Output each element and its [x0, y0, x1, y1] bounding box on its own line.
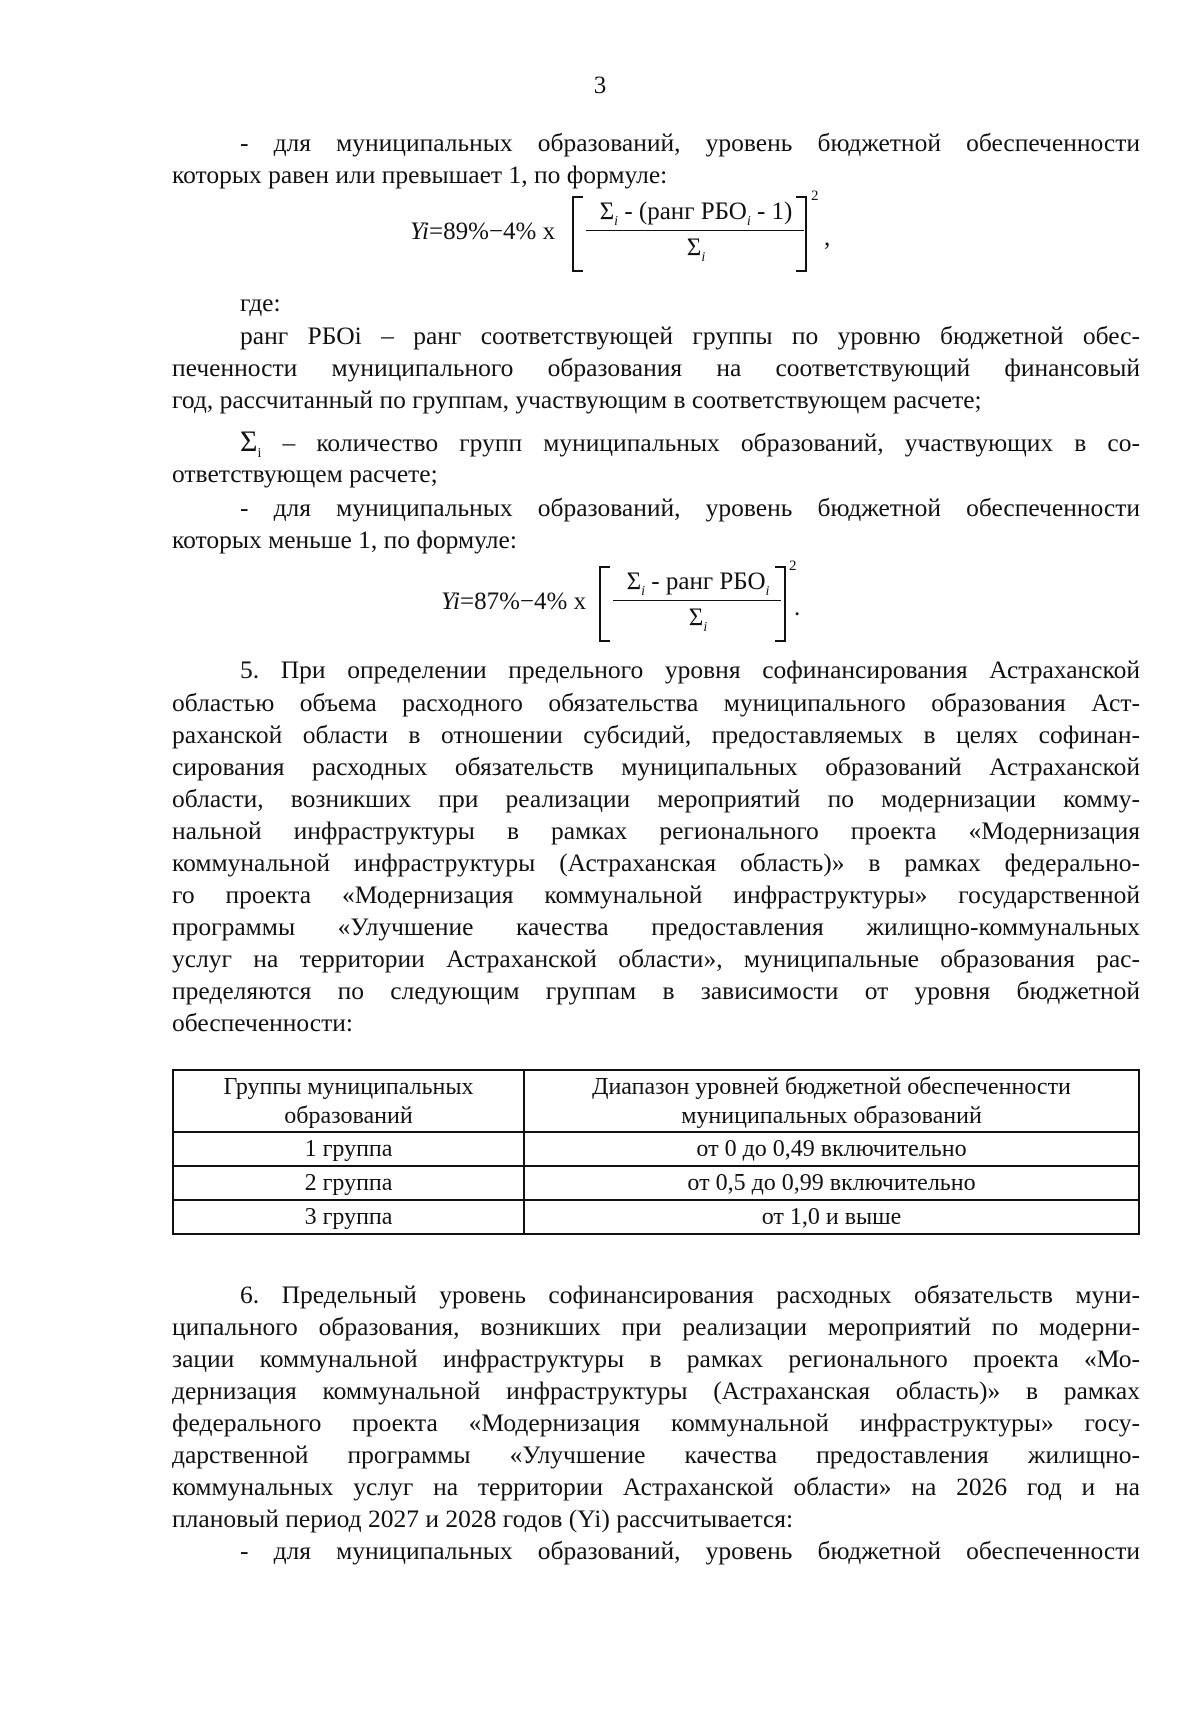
- exponent: 2: [789, 558, 797, 574]
- text-line: ответствующем расчете;: [172, 459, 438, 488]
- fraction-bar: [613, 600, 781, 601]
- paragraph-6-line: зации коммунальной инфраструктуры в рамках регионального проекта «Мо-: [172, 1344, 1140, 1373]
- paragraph-6-line: коммунальных услуг на территории Астраханской области» на 2026 год и на: [172, 1472, 1140, 1501]
- formula-2: [441, 560, 881, 650]
- formula-tail: ,: [824, 224, 831, 251]
- table-header-range: Диапазон уровней бюджетной обеспеченности муниципальных образований: [524, 1070, 1139, 1132]
- paragraph-5-line: областью объема расходного обязательства муниципального образования Аст-: [172, 688, 1140, 717]
- paragraph-6-line: дарственной программы «Улучшение качества предоставления жилищно-: [172, 1440, 1140, 1469]
- paragraph-5-line: области, возникших при реализации мероприятий по модернизации комму-: [172, 784, 1140, 813]
- page-number: 3: [593, 72, 607, 99]
- formula-denominator: $\Sigma_i$: [688, 604, 708, 635]
- formula-tail: .: [794, 594, 801, 621]
- paragraph-6-line: ципального образования, возникших при реализации мероприятий по модерни-: [172, 1312, 1140, 1341]
- formula-lhs: Yi=89%−4% x: [410, 218, 556, 245]
- text-line: где:: [240, 288, 281, 317]
- table-header-groups: Группы муниципальных образований: [173, 1070, 524, 1132]
- paragraph-5-line: коммунальной инфраструктуры (Астраханская область)» в рамках федерально-: [172, 848, 1140, 877]
- right-bracket: [796, 196, 807, 272]
- text-line: печенности муниципального образования на соответствующий финансовый: [172, 353, 1140, 382]
- text-line: ранг РБОi – ранг соответствующей группы по уровню бюджетной обес-: [240, 321, 1140, 350]
- fraction-bar: [586, 230, 804, 231]
- paragraph-5-line: нальной инфраструктуры в рамках регионального проекта «Модернизация: [172, 816, 1140, 845]
- paragraph-5-line: сирования расходных обязательств муниципальных образований Астраханской: [172, 752, 1140, 781]
- formula-lhs: Yi=87%−4% x: [441, 588, 587, 615]
- left-bracket: [599, 566, 610, 642]
- table-row: [173, 1166, 1139, 1200]
- table-cell-group: 2 группа: [173, 1166, 524, 1200]
- paragraph-5-line: 5. При определении предельного уровня софинансирования Астраханской: [240, 655, 1140, 684]
- left-bracket: [572, 196, 583, 272]
- paragraph-5-line: программы «Улучшение качества предоставления жилищно-коммунальных: [172, 912, 1140, 941]
- paragraph-5-line: обеспеченности:: [172, 1008, 354, 1037]
- paragraph-6-line: плановый период 2027 и 2028 годов (Yi) рассчитывается:: [172, 1504, 794, 1533]
- paragraph-5-line: услуг на территории Астраханской области», муниципальные образования рас-: [172, 944, 1140, 973]
- text-line: год, рассчитанный по группам, участвующим в соответствующем расчете;: [172, 385, 982, 414]
- text-line: - для муниципальных образований, уровень бюджетной обеспеченности: [240, 128, 1140, 157]
- table-cell-range: от 1,0 и выше: [524, 1200, 1139, 1234]
- paragraph-5-line: пределяются по следующим группам в зависимости от уровня бюджетной: [172, 976, 1140, 1005]
- paragraph-6-line: - для муниципальных образований, уровень бюджетной обеспеченности: [240, 1536, 1140, 1565]
- formula-numerator: $\Sigma_i$ - (ранг $РБО_i - 1$): [599, 198, 793, 229]
- right-bracket: [775, 566, 786, 642]
- exponent: 2: [811, 188, 819, 204]
- table-cell-range: от 0,5 до 0,99 включительно: [524, 1166, 1139, 1200]
- paragraph-5-line: раханской области в отношении субсидий, предоставляемых в целях софинан-: [172, 720, 1140, 749]
- table-cell-range: от 0 до 0,49 включительно: [524, 1132, 1139, 1166]
- paragraph-6-line: 6. Предельный уровень софинансирования расходных обязательств муни-: [240, 1280, 1140, 1309]
- table-row: [173, 1200, 1139, 1234]
- formula-numerator: $\Sigma_i$ - ранг $РБО_i$: [626, 568, 770, 599]
- paragraph-6-line: федерального проекта «Модернизация коммунальной инфраструктуры» госу-: [172, 1408, 1140, 1437]
- formula-1: [410, 190, 840, 280]
- text-line: - для муниципальных образований, уровень бюджетной обеспеченности: [240, 493, 1140, 522]
- table-cell-group: 1 группа: [173, 1132, 524, 1166]
- text-line: которых равен или превышает 1, по формуле:: [172, 160, 668, 189]
- text-line: которых меньше 1, по формуле:: [172, 525, 517, 554]
- sigma-definition: $\Sigma_i$ – количество групп муниципальных образований, участвующих в со-: [240, 425, 1140, 462]
- table-row: [173, 1132, 1139, 1166]
- paragraph-6-line: дернизация коммунальной инфраструктуры (Астраханская область)» в рамках: [172, 1376, 1140, 1405]
- paragraph-5-line: го проекта «Модернизация коммунальной инфраструктуры» государственной: [172, 880, 1140, 909]
- groups-table: [172, 1069, 1140, 1235]
- formula-denominator: $\Sigma_i$: [686, 234, 706, 265]
- table-header-row: [173, 1070, 1139, 1132]
- sigma-symbol: Σ: [240, 425, 258, 458]
- table-cell-group: 3 группа: [173, 1200, 524, 1234]
